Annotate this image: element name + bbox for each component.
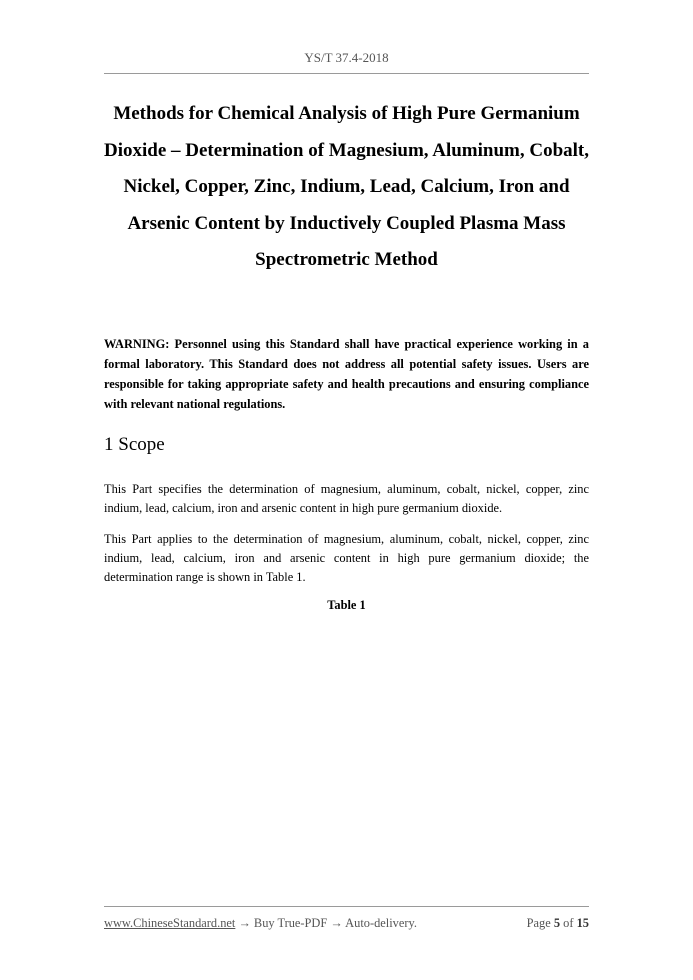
table-caption: Table 1 <box>327 598 366 612</box>
document-title <box>100 96 593 279</box>
footer-divider <box>104 906 589 907</box>
page-total: 15 <box>576 916 589 930</box>
title-line-1: Methods for Chemical Analysis of High Pure Germanium <box>113 103 580 124</box>
header-divider <box>104 73 589 74</box>
page-of: of <box>563 916 574 930</box>
page-header-doc-id: YS/T 37.4-2018 <box>304 50 389 65</box>
title-line-5: Spectrometric Method <box>255 249 438 270</box>
page-current: 5 <box>553 916 561 930</box>
chinesestandard-link[interactable]: www.ChineseStandard.net <box>104 916 236 930</box>
section-heading-scope: 1 Scope <box>104 434 165 455</box>
title-line-2: Dioxide – Determination of Magnesium, Aluminum, Cobalt, <box>103 139 590 161</box>
scope-paragraph-1: This Part specifies the determination of magnesium, aluminum, cobalt, nickel, copper, zinc indium, lead, calcium, iron and arsenic content in high pure germanium dioxide. <box>104 482 589 515</box>
footer-link-area <box>104 916 417 931</box>
title-line-3: Nickel, Copper, Zinc, Indium, Lead, Calcium, Iron and <box>123 176 570 197</box>
footer-link-suffix: → Buy True-PDF → Auto-delivery. <box>235 916 417 930</box>
page-number <box>527 916 589 931</box>
page-label: Page <box>526 916 551 930</box>
warning-paragraph: WARNING: Personnel using this Standard shall have practical experience working in a formal laboratory. This Standard does not address all potential safety issues. Users are responsible for taking appropriate safety and health precautions and ensuring compliance with relevant national regulations. <box>104 337 589 411</box>
scope-paragraph-2: This Part applies to the determination of magnesium, aluminum, cobalt, nickel, copper, zinc indium, lead, calcium, iron and arsenic content in high pure germanium dioxide; the determination range is shown in Table 1. <box>104 532 589 584</box>
title-line-4: Arsenic Content by Inductively Coupled Plasma Mass <box>127 212 566 234</box>
